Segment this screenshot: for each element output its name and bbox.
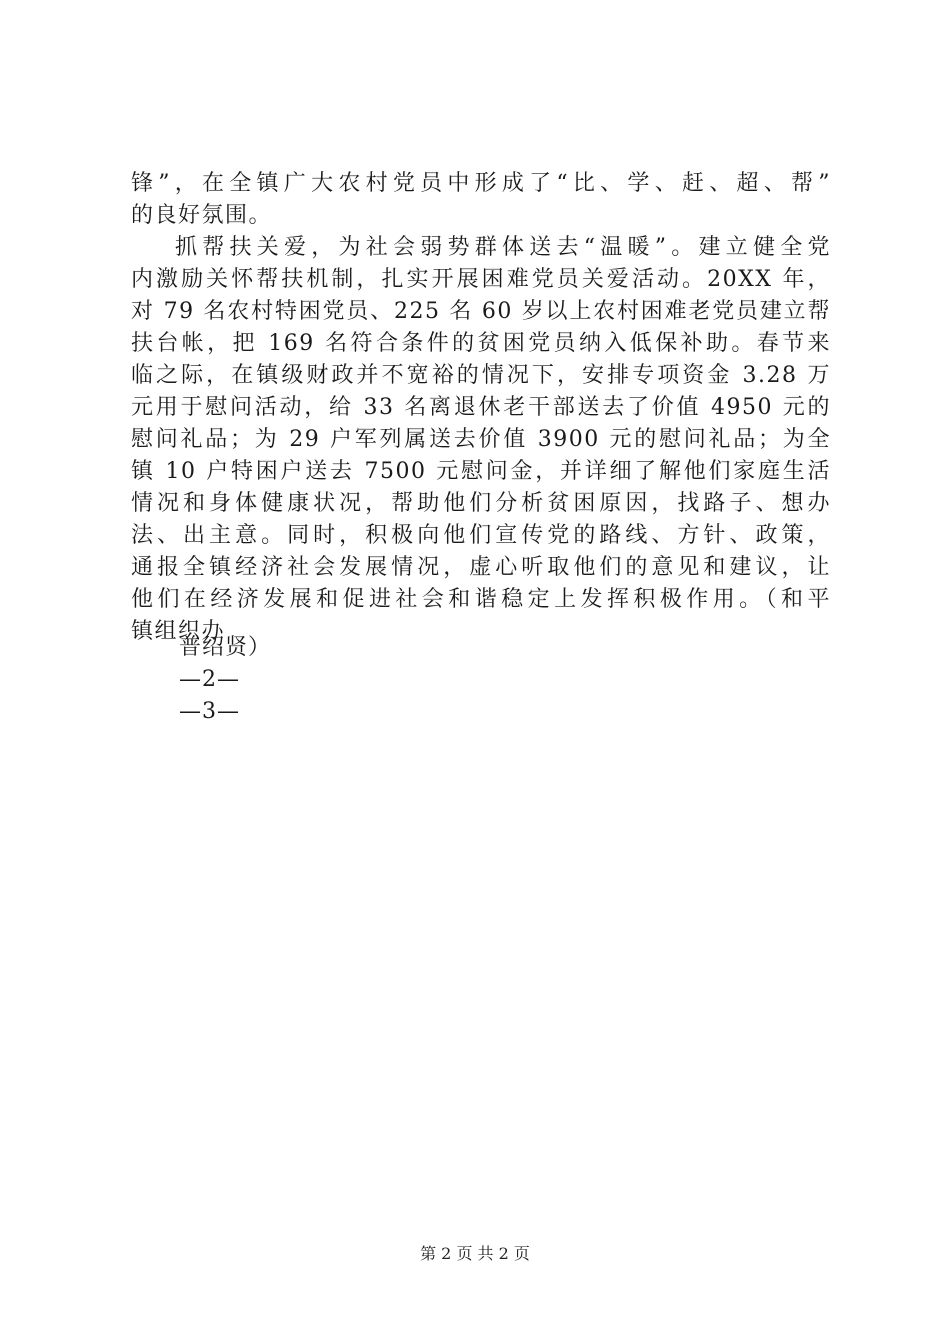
author-signature: 普绍贤） — [179, 635, 272, 660]
text-line: 扶台帐，把 169 名符合条件的贫困党员纳入低保补助。春节来 — [131, 331, 831, 356]
text-line: 临之际，在镇级财政并不宽裕的情况下，安排专项资金 3.28 万 — [131, 363, 831, 388]
text-line: 镇 10 户特困户送去 7500 元慰问金，并详细了解他们家庭生活 — [131, 459, 831, 484]
text-line: 法、出主意。同时，积极向他们宣传党的路线、方针、政策， — [131, 523, 831, 548]
text-line: 情况和身体健康状况，帮助他们分析贫困原因，找路子、想办 — [131, 491, 831, 516]
body-text — [131, 168, 831, 648]
text-line: 慰问礼品；为 29 户军列属送去价值 3900 元的慰问礼品；为全 — [131, 427, 831, 452]
page-footer: 第 2 页 共 2 页 — [420, 1244, 530, 1263]
page-mark: —3— — [179, 699, 240, 724]
text-line: 内激励关怀帮扶机制，扎实开展困难党员关爱活动。20XX 年， — [131, 267, 831, 292]
text-line: 的良好氛围。 — [131, 203, 273, 228]
text-line: 元用于慰问活动，给 33 名离退休老干部送去了价值 4950 元的 — [131, 395, 831, 420]
text-line: 对 79 名农村特困党员、225 名 60 岁以上农村困难老党员建立帮 — [131, 299, 831, 324]
text-line: 镇组织办 — [131, 619, 226, 644]
text-line: 锋”，在全镇广大农村党员中形成了“比、学、赶、超、帮” — [131, 171, 831, 196]
text-line: 他们在经济发展和促进社会和谐稳定上发挥积极作用。（和平 — [131, 587, 831, 612]
page-mark: —2— — [179, 667, 240, 692]
paragraph-first-line: 抓帮扶关爱，为社会弱势群体送去“温暖”。建立健全党 — [175, 235, 831, 260]
text-line: 通报全镇经济社会发展情况，虚心听取他们的意见和建议，让 — [131, 555, 831, 580]
